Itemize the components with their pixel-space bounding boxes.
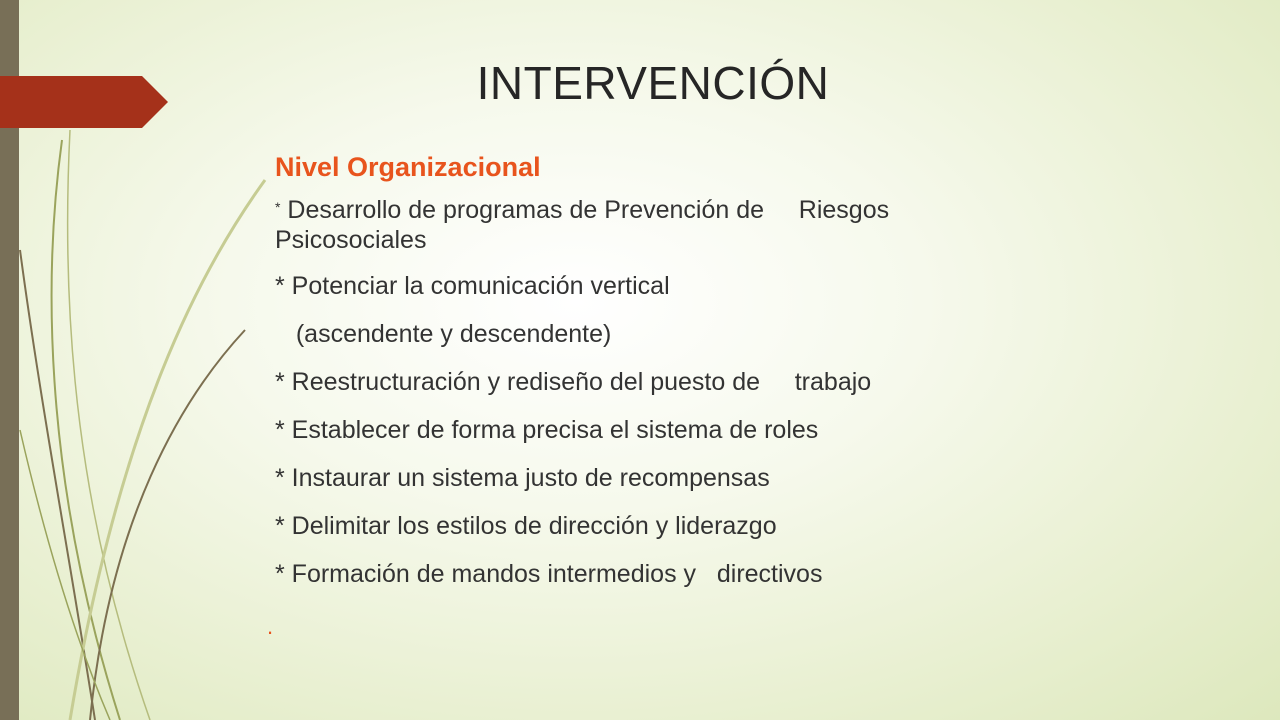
bullet-item: * Formación de mandos intermedios y directivos	[275, 560, 823, 588]
bullet-item: Psicosociales	[275, 226, 427, 254]
bullet-item: * Delimitar los estilos de dirección y liderazgo	[275, 512, 777, 540]
bullet-star: *	[275, 199, 281, 215]
bullet-item: * Potenciar la comunicación vertical	[275, 272, 670, 300]
bullet-item: * Reestructuración y rediseño del puesto de trabajo	[275, 368, 872, 396]
slide-content	[275, 146, 1075, 589]
slide-subtitle: Nivel Organizacional	[275, 152, 541, 182]
bullet-item: * Establecer de forma precisa el sistema de roles	[275, 416, 819, 444]
slide-title: INTERVENCIÓN	[476, 57, 830, 109]
bullet-item: * Instaurar un sistema justo de recompensas	[275, 464, 770, 492]
bullet-item: (ascendente y descendente)	[275, 320, 612, 348]
trailing-mark: .	[267, 614, 274, 639]
bullet-item: * Desarrollo de programas de Prevención de Riesgos	[275, 196, 890, 224]
